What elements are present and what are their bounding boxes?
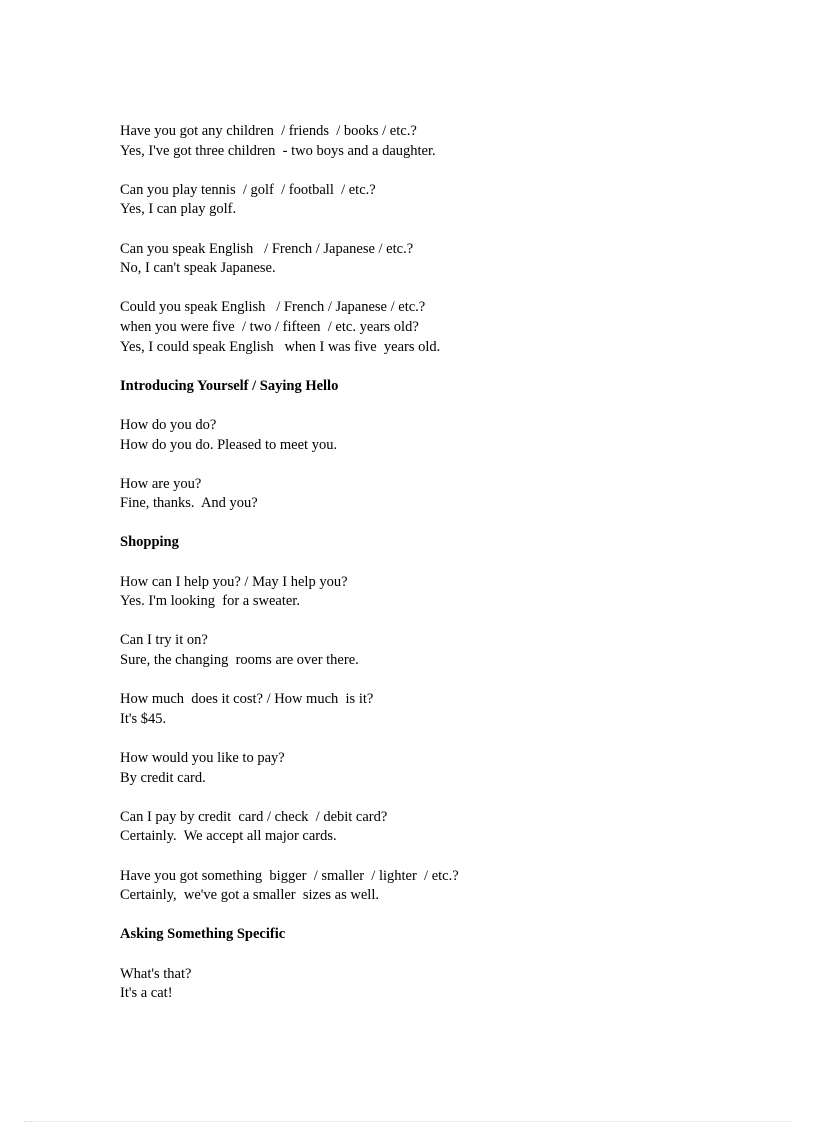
question-line: Can I pay by credit card / check / debit card? (120, 808, 388, 825)
answer-line: Fine, thanks. And you? (120, 495, 258, 512)
answer-line: Yes, I can play golf. (120, 201, 237, 218)
question-line: How are you? (120, 475, 202, 492)
question-line: Can I try it on? (120, 632, 208, 649)
answer-line: Sure, the changing rooms are over there. (120, 652, 359, 669)
question-line: How do you do? (120, 416, 217, 433)
dialogue (120, 298, 760, 357)
question-line: What's that? (120, 965, 192, 982)
section-heading: Introducing Yourself / Saying Hello (120, 377, 339, 394)
answer-line: Yes, I could speak English when I was five years old. (120, 338, 441, 355)
answer-line: Yes, I've got three children - two boys and a daughter. (120, 142, 436, 159)
question-line: Have you got something bigger / smaller / lighter / etc.? (120, 867, 459, 884)
question-line: Could you speak English / French / Japanese / etc.? (120, 299, 426, 316)
question-line: Can you speak English / French / Japanese / etc.? (120, 240, 414, 257)
dialogue (120, 749, 760, 788)
question-line: How would you like to pay? (120, 750, 285, 766)
dialogue (120, 573, 760, 612)
dialogue (120, 475, 760, 514)
dialogue (120, 965, 760, 1004)
dialogue (120, 416, 760, 455)
document-body (120, 122, 760, 1023)
dialogue (120, 240, 760, 279)
dialogue (120, 181, 760, 220)
answer-line: Yes. I'm looking for a sweater. (120, 593, 300, 610)
section (120, 122, 760, 357)
section (120, 377, 760, 514)
dialogue (120, 867, 760, 906)
dialogue (120, 122, 760, 161)
answer-line: No, I can't speak Japanese. (120, 260, 276, 277)
section-heading: Shopping (120, 534, 179, 551)
question-line: Can you play tennis / golf / football / etc.? (120, 181, 376, 198)
answer-line: Certainly. We accept all major cards. (120, 828, 337, 845)
dialogue (120, 808, 760, 847)
dialogue (120, 690, 760, 729)
answer-line: How do you do. Pleased to meet you. (120, 436, 338, 453)
page-bottom-divider (24, 1121, 792, 1122)
answer-line: It's $45. (120, 710, 167, 727)
question-line: How much does it cost? / How much is it? (120, 691, 374, 708)
section-heading: Asking Something Specific (120, 926, 286, 943)
question-line: when you were five / two / fifteen / etc. years old? (120, 318, 419, 335)
section (120, 925, 760, 1003)
answer-line: It's a cat! (120, 985, 173, 1002)
dialogue (120, 631, 760, 670)
section (120, 533, 760, 905)
answer-line: By credit card. (120, 769, 206, 786)
question-line: Have you got any children / friends / books / etc.? (120, 123, 417, 139)
question-line: How can I help you? / May I help you? (120, 573, 348, 590)
answer-line: Certainly, we've got a smaller sizes as well. (120, 887, 379, 904)
